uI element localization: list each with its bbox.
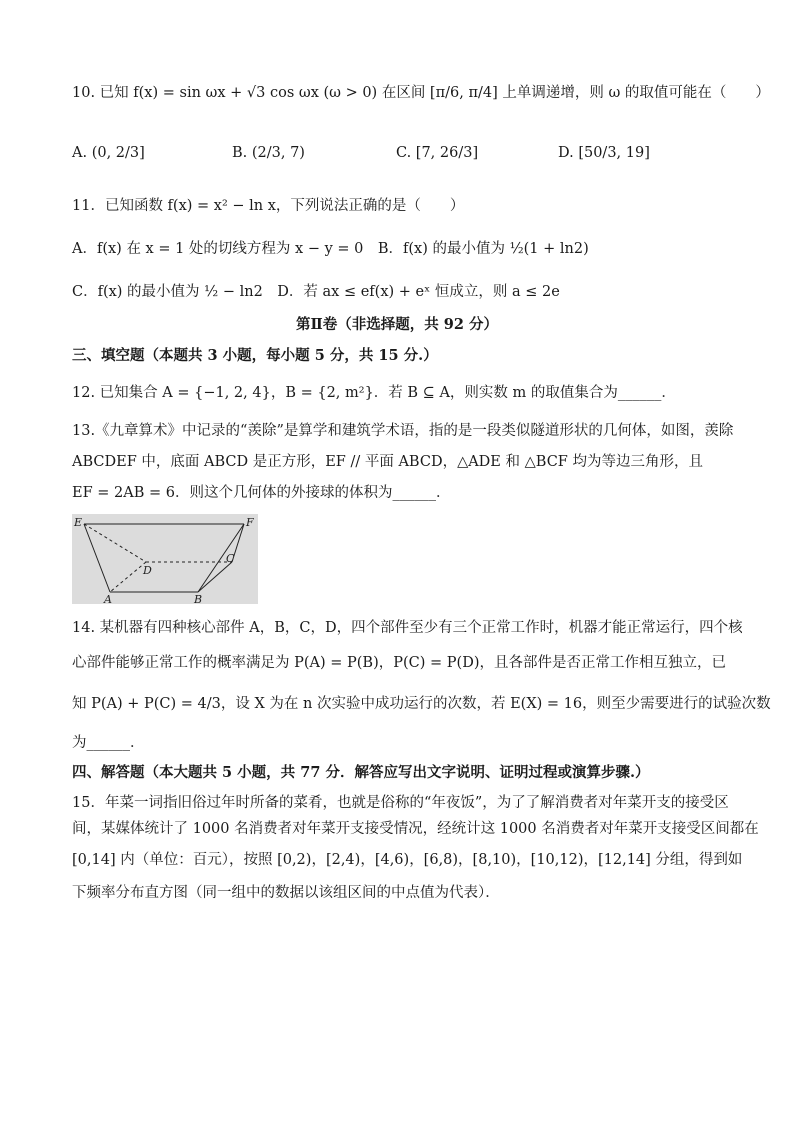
q10-option-b: B. (2/3, 7) bbox=[232, 145, 305, 161]
label-b: B bbox=[194, 593, 203, 604]
q14-line-2: 心部件能够正常工作的概率满足为 P(A) = P(B)，P(C) = P(D)，且各部件是否正常工作相互独立，已 bbox=[72, 655, 726, 671]
q15-line-2: 间，某媒体统计了 1000 名消费者对年菜开支接受情况，经统计这 1000 名消费者对年菜开支接受区间都在 bbox=[72, 821, 759, 837]
solid-figure-svg bbox=[72, 514, 258, 604]
q10-option-d: D. [50/3, 19] bbox=[558, 145, 650, 161]
label-a: A bbox=[104, 593, 112, 604]
edge-ea bbox=[84, 524, 110, 592]
q11-options-ab: A．f(x) 在 x = 1 处的切线方程为 x − y = 0 B．f(x) 的最小值为 ½(1 + ln2) bbox=[72, 241, 589, 257]
edge-da-hidden bbox=[110, 562, 146, 592]
q14-line-4: 为______． bbox=[72, 735, 145, 751]
q10-stem: 10. 已知 f(x) = sin ωx + √3 cos ωx (ω > 0) 在区间 [π/6, π/4] 上单调递增，则 ω 的取值可能在（ ） bbox=[72, 85, 770, 101]
solid-figure bbox=[72, 514, 258, 604]
label-f: F bbox=[246, 516, 254, 529]
section-4-heading: 四、解答题（本大题共 5 小题，共 77 分．解答应写出文字说明、证明过程或演算步骤.） bbox=[72, 764, 650, 781]
q15-line-3: [0,14] 内（单位：百元），按照 [0,2)，[2,4)，[4,6)，[6,8)，[8,10)，[10,12)，[12,14] 分组，得到如 bbox=[72, 852, 743, 868]
q15-line-1: 15．年菜一词指旧俗过年时所备的菜肴，也就是俗称的“年夜饭”，为了了解消费者对年菜开支的接受区 bbox=[72, 795, 729, 811]
q11-options-cd: C．f(x) 的最小值为 ½ − ln2 D．若 ax ≤ ef(x) + eˣ 恒成立，则 a ≤ 2e bbox=[72, 284, 560, 300]
q13-line-1: 13.《九章算术》中记录的“羡除”是算学和建筑学术语，指的是一段类似隧道形状的几何体，如图，羡除 bbox=[72, 423, 734, 439]
q14-line-1: 14. 某机器有四种核心部件 A，B，C，D，四个部件至少有三个正常工作时，机器才能正常运行，四个核 bbox=[72, 620, 743, 636]
q11-stem: 11．已知函数 f(x) = x² − ln x，下列说法正确的是（ ） bbox=[72, 198, 465, 214]
q13-line-3: EF = 2AB = 6．则这个几何体的外接球的体积为______． bbox=[72, 485, 451, 501]
edge-ed-hidden bbox=[84, 524, 146, 562]
q10-option-c: C. [7, 26/3] bbox=[396, 145, 479, 161]
q13-line-2: ABCDEF 中，底面 ABCD 是正方形，EF // 平面 ABCD，△ADE 和 △BCF 均为等边三角形，且 bbox=[72, 454, 703, 470]
section-2-title: 第Ⅱ卷（非选择题，共 92 分） bbox=[296, 316, 498, 333]
q10-option-a: A. (0, 2/3] bbox=[72, 145, 145, 161]
label-e: E bbox=[74, 516, 83, 529]
q14-line-3: 知 P(A) + P(C) = 4/3，设 X 为在 n 次实验中成功运行的次数，若 E(X) = 16，则至少需要进行的试验次数 bbox=[72, 696, 771, 712]
edge-bf bbox=[198, 524, 244, 592]
q15-line-4: 下频率分布直方图（同一组中的数据以该组区间的中点值为代表）． bbox=[72, 885, 500, 901]
section-3-heading: 三、填空题（本题共 3 小题，每小题 5 分，共 15 分.） bbox=[72, 347, 438, 364]
label-d: D bbox=[143, 564, 152, 577]
label-c: C bbox=[226, 552, 235, 565]
q12-text: 12. 已知集合 A = {−1, 2, 4}，B = {2, m²}．若 B ⊆ A，则实数 m 的取值集合为______． bbox=[72, 385, 676, 401]
